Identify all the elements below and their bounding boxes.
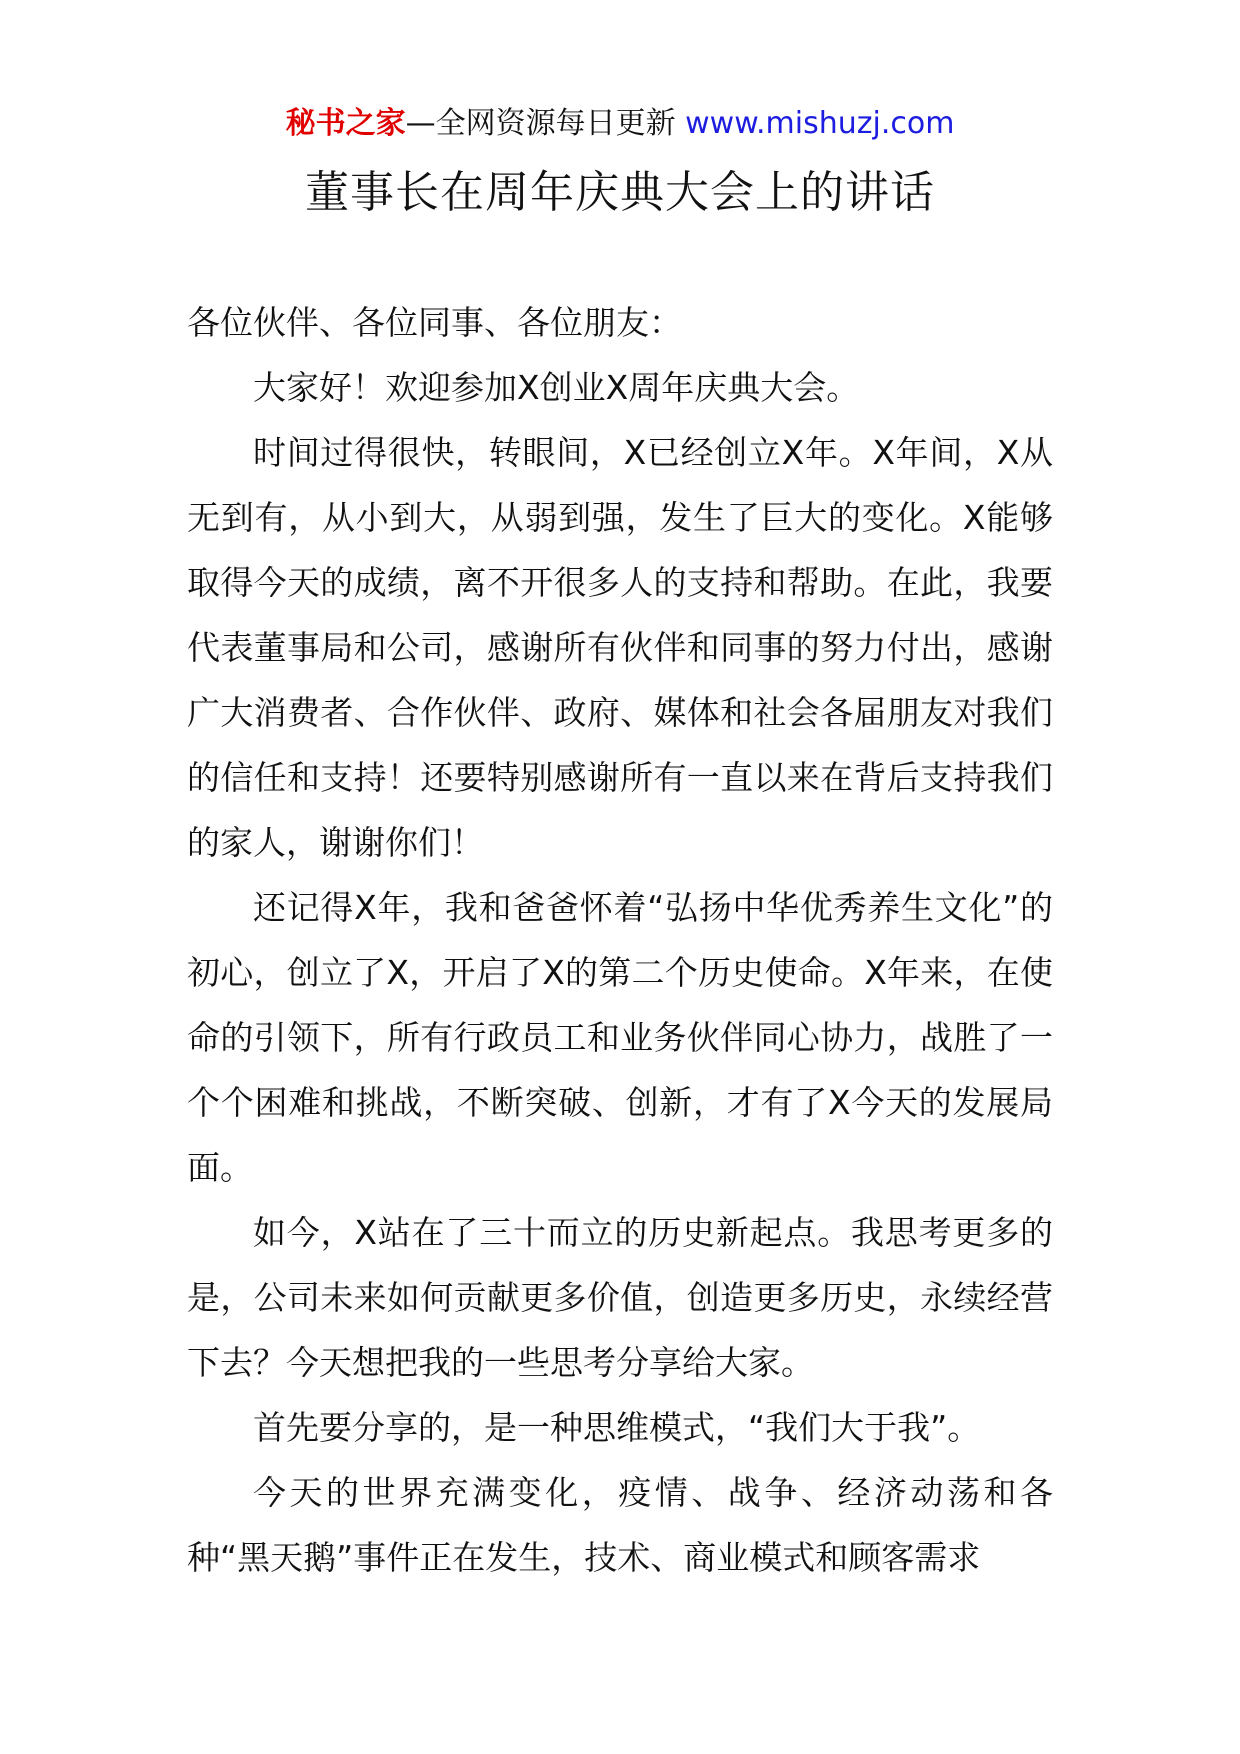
- site-header: [0, 100, 1240, 148]
- site-tagline: —全网资源每日更新: [405, 106, 686, 141]
- paragraph-6: 今天的世界充满变化，疫情、战争、经济动荡和各种“黑天鹅”事件正在发生，技术、商业模式和顾客需求: [187, 1473, 1053, 1577]
- paragraph-3: 还记得X年，我和爸爸怀着“弘扬中华优秀养生文化”的初心，创立了X，开启了X的第二个历史使命。X年来，在使命的引领下，所有行政员工和业务伙伴同心协力，战胜了一个个困难和挑战，不断突破、创新，才有了X今天的发展局面。: [187, 888, 1053, 1187]
- paragraph-4: 如今，X站在了三十而立的历史新起点。我思考更多的是，公司未来如何贡献更多价值，创造更多历史，永续经营下去？今天想把我的一些思考分享给大家。: [187, 1213, 1053, 1382]
- site-url-link[interactable]: www.mishuzj.com: [685, 106, 955, 141]
- site-brand: 秘书之家: [285, 106, 406, 141]
- document-body: [187, 290, 1053, 1590]
- paragraph-5: 首先要分享的，是一种思维模式，“我们大于我”。: [253, 1408, 981, 1447]
- salutation: 各位伙伴、各位同事、各位朋友：: [187, 303, 682, 342]
- paragraph-1: 大家好！欢迎参加X创业X周年庆典大会。: [253, 368, 860, 407]
- paragraph-2: 时间过得很快，转眼间，X已经创立X年。X年间，X从无到有，从小到大，从弱到强，发生了巨大的变化。X能够取得今天的成绩，离不开很多人的支持和帮助。在此，我要代表董事局和公司，感谢所有伙伴和同事的努力付出，感谢广大消费者、合作伙伴、政府、媒体和社会各届朋友对我们的信任和支持！还要特别感谢所有一直以来在背后支持我们的家人，谢谢你们！: [187, 433, 1053, 862]
- document-title: 董事长在周年庆典大会上的讲话: [305, 167, 935, 218]
